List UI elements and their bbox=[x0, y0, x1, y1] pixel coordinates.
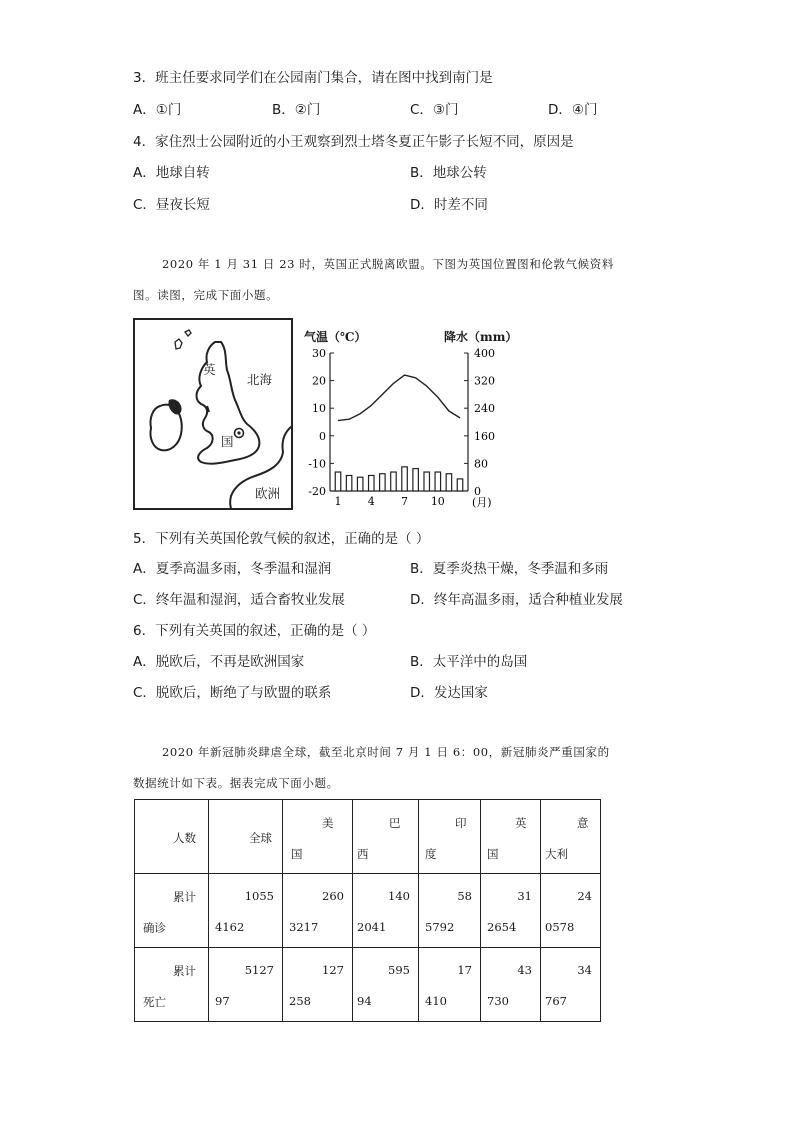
precipitation-bar bbox=[391, 472, 397, 491]
deaths-global-line1: 5127 bbox=[244, 963, 274, 977]
confirmed-label-line2: 确诊 bbox=[143, 921, 166, 935]
precipitation-tick-label: 80 bbox=[474, 457, 488, 471]
map-label-europe: 欧洲 bbox=[255, 486, 281, 501]
precipitation-bar bbox=[380, 474, 386, 491]
table-row-confirmed bbox=[135, 874, 601, 948]
confirmed-usa-line2: 3217 bbox=[289, 920, 319, 934]
header-brazil-line2: 西 bbox=[357, 847, 369, 861]
header-rowlabel: 人数 bbox=[173, 831, 196, 845]
confirmed-usa-line1: 260 bbox=[322, 889, 344, 903]
month-tick-label: 4 bbox=[367, 495, 375, 508]
precipitation-bar bbox=[357, 477, 363, 491]
precipitation-tick-label: 240 bbox=[474, 402, 495, 416]
deaths-label-line2: 死亡 bbox=[143, 995, 166, 1009]
confirmed-uk-line1: 31 bbox=[517, 889, 532, 903]
confirmed-india-line2: 5792 bbox=[425, 920, 455, 934]
header-global: 全球 bbox=[249, 831, 272, 845]
confirmed-italy-line2: 0578 bbox=[545, 920, 575, 934]
temperature-tick-label: 20 bbox=[312, 374, 326, 388]
confirmed-brazil-line2: 2041 bbox=[357, 920, 387, 934]
precipitation-bar bbox=[402, 467, 408, 491]
deaths-uk-line1: 43 bbox=[517, 963, 532, 977]
temperature-tick-label: 30 bbox=[312, 347, 326, 360]
header-italy-line2: 大利 bbox=[545, 847, 568, 861]
month-tick-label: 1 bbox=[334, 495, 342, 508]
precipitation-bar bbox=[369, 475, 375, 491]
header-india-line2: 度 bbox=[425, 847, 437, 861]
deaths-india-line1: 17 bbox=[457, 963, 472, 977]
q4-option-b[interactable]: B．地球公转 bbox=[410, 165, 487, 181]
q4-option-c[interactable]: C．昼夜长短 bbox=[133, 197, 210, 213]
precipitation-bar bbox=[446, 474, 452, 491]
uk-map-drawing bbox=[135, 320, 293, 510]
temperature-tick-label: 0 bbox=[319, 429, 326, 443]
deaths-label-line1: 累计 bbox=[173, 964, 196, 978]
q6-option-b[interactable]: B．太平洋中的岛国 bbox=[410, 654, 528, 670]
question-6-stem: 6．下列有关英国的叙述，正确的是（ ） bbox=[133, 623, 376, 639]
deaths-usa-line2: 258 bbox=[289, 994, 311, 1008]
question-3-stem: 3．班主任要求同学们在公园南门集合，请在图中找到南门是 bbox=[133, 70, 493, 86]
q5-option-d[interactable]: D．终年高温多雨，适合种植业发展 bbox=[410, 592, 623, 608]
q5-option-a[interactable]: A．夏季高温多雨，冬季温和湿润 bbox=[133, 561, 332, 577]
intro-1-line-1: 2020 年 1 月 31 日 23 时，英国正式脱离欧盟。下图为英国位置图和伦敦气候资料 bbox=[162, 257, 614, 271]
temperature-tick-label: 10 bbox=[312, 402, 326, 416]
chart-canvas bbox=[300, 325, 520, 515]
temperature-tick-label: -10 bbox=[308, 457, 326, 471]
question-5-stem: 5．下列有关英国伦敦气候的叙述，正确的是（ ） bbox=[133, 531, 430, 547]
uk-location-map bbox=[133, 318, 293, 510]
intro-1-line-2: 图。读图，完成下面小题。 bbox=[133, 288, 279, 302]
table-row-deaths bbox=[135, 948, 601, 1022]
q4-option-d[interactable]: D．时差不同 bbox=[410, 197, 488, 213]
intro-2-line-2: 数据统计如下表。据表完成下面小题。 bbox=[133, 776, 339, 790]
precipitation-tick-label: 0 bbox=[474, 485, 481, 498]
confirmed-label-line1: 累计 bbox=[173, 890, 196, 904]
map-label-ying: 英 bbox=[203, 362, 216, 377]
month-unit-label: (月) bbox=[472, 496, 492, 509]
precipitation-tick-label: 160 bbox=[474, 429, 495, 443]
precipitation-bar bbox=[424, 472, 430, 491]
confirmed-italy-line1: 24 bbox=[577, 889, 592, 903]
confirmed-india-line1: 58 bbox=[457, 889, 472, 903]
q3-option-b[interactable]: B．②门 bbox=[272, 102, 321, 118]
deaths-italy-line1: 34 bbox=[577, 963, 592, 977]
header-usa-line1: 美 bbox=[322, 816, 334, 830]
london-dot bbox=[237, 431, 240, 434]
chart-title-temperature: 气温（℃） bbox=[304, 330, 367, 344]
map-label-north-sea: 北海 bbox=[247, 372, 273, 387]
london-climate-chart bbox=[300, 325, 520, 515]
covid-data-table bbox=[134, 799, 601, 1022]
q3-option-c[interactable]: C．③门 bbox=[410, 102, 459, 118]
header-india-line1: 印 bbox=[455, 816, 467, 830]
confirmed-uk-line2: 2654 bbox=[487, 920, 517, 934]
confirmed-brazil-line1: 140 bbox=[388, 889, 410, 903]
deaths-brazil-line2: 94 bbox=[357, 994, 372, 1008]
intro-2-line-1: 2020 年新冠肺炎肆虐全球，截至北京时间 7 月 1 日 6：00，新冠肺炎严重国家的 bbox=[162, 745, 610, 759]
header-italy-line1: 意 bbox=[577, 816, 589, 830]
deaths-brazil-line1: 595 bbox=[388, 963, 410, 977]
header-usa-line2: 国 bbox=[291, 847, 303, 861]
deaths-usa-line1: 127 bbox=[322, 963, 344, 977]
precipitation-bar bbox=[457, 479, 463, 491]
q4-option-a[interactable]: A．地球自转 bbox=[133, 165, 210, 181]
q3-option-d[interactable]: D．④门 bbox=[548, 102, 598, 118]
q6-option-c[interactable]: C．脱欧后，断绝了与欧盟的联系 bbox=[133, 685, 332, 701]
precipitation-tick-label: 320 bbox=[474, 374, 495, 388]
chart-title-precipitation: 降水（mm） bbox=[444, 330, 518, 344]
q6-option-a[interactable]: A．脱欧后，不再是欧洲国家 bbox=[133, 654, 305, 670]
precipitation-bar bbox=[435, 472, 441, 491]
confirmed-global-line2: 4162 bbox=[215, 920, 245, 934]
confirmed-global-line1: 1055 bbox=[244, 889, 274, 903]
month-tick-label: 7 bbox=[401, 495, 409, 508]
deaths-italy-line2: 767 bbox=[545, 994, 567, 1008]
northern-ireland-shape bbox=[168, 399, 181, 414]
header-brazil-line1: 巴 bbox=[389, 816, 401, 830]
question-4-stem: 4．家住烈士公园附近的小王观察到烈士塔冬夏正午影子长短不同，原因是 bbox=[133, 134, 574, 150]
precipitation-bar bbox=[413, 469, 419, 491]
deaths-india-line2: 410 bbox=[425, 994, 447, 1008]
island-shape bbox=[185, 330, 191, 336]
precipitation-bar bbox=[346, 475, 352, 491]
q5-option-b[interactable]: B．夏季炎热干燥，冬季温和多雨 bbox=[410, 561, 609, 577]
temperature-line bbox=[338, 375, 460, 421]
map-label-guo: 国 bbox=[221, 434, 234, 449]
temperature-tick-label: -20 bbox=[308, 485, 326, 498]
table-header-row bbox=[135, 800, 601, 874]
month-tick-label: 10 bbox=[430, 495, 445, 508]
precipitation-bar bbox=[335, 472, 341, 491]
deaths-global-line2: 97 bbox=[215, 994, 230, 1008]
q5-option-c[interactable]: C．终年温和湿润，适合畜牧业发展 bbox=[133, 592, 345, 608]
precipitation-tick-label: 400 bbox=[474, 347, 495, 360]
island-shape bbox=[175, 339, 182, 349]
header-uk-line1: 英 bbox=[515, 816, 527, 830]
q3-option-a[interactable]: A．①门 bbox=[133, 102, 182, 118]
header-uk-line2: 国 bbox=[487, 847, 499, 861]
deaths-uk-line2: 730 bbox=[487, 994, 509, 1008]
q6-option-d[interactable]: D．发达国家 bbox=[410, 685, 488, 701]
